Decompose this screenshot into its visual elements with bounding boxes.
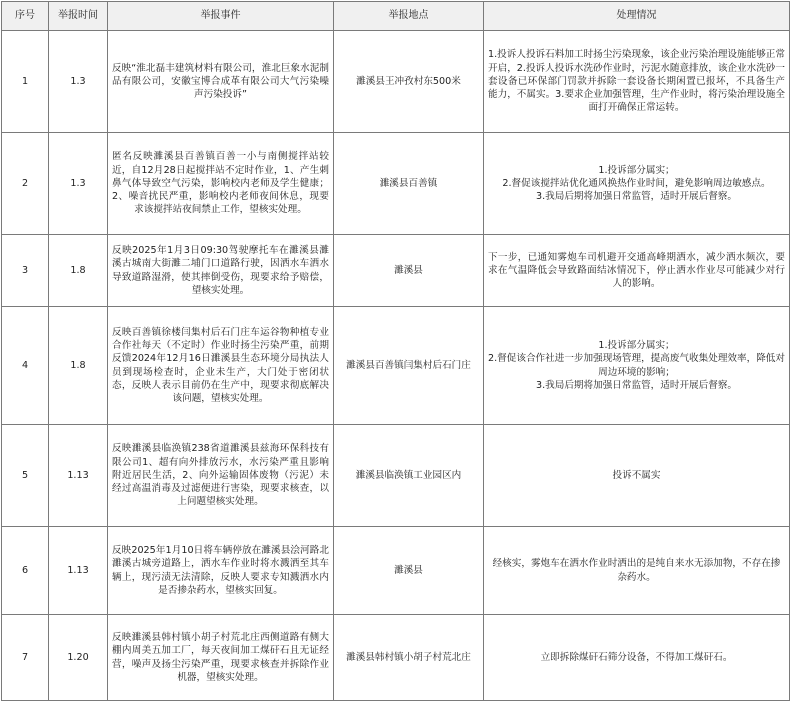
cell-time: 1.8 bbox=[49, 235, 108, 307]
cell-no: 5 bbox=[2, 425, 49, 527]
header-no: 序号 bbox=[2, 2, 49, 31]
handling-line: 1.投诉部分属实； bbox=[598, 340, 675, 352]
handling-line: 1.投诉部分属实； bbox=[598, 164, 675, 176]
cell-event: 匿名反映濉溪县百善镇百善一小与南侧搅拌站较近，自12月28日起搅拌站不定时作业，1、产生刺鼻气体导致空气污染，影响校内老师及学生健康；2、噪音扰民严重，影响校内老师夜间休息，现要求该搅拌站夜间禁止工作，望核实处理。 bbox=[108, 133, 334, 235]
cell-handling: 1.投诉人投诉石料加工时扬尘污染现象，该企业污染治理设施能够正常开启，2.投诉人投诉水洗砂作业时，污泥水随意排放，该企业水洗砂一套设备已环保部门罚款并拆除一套设备长期闲置已报坏，不具备生产能力，不属实。3.要求企业加强管理，生产作业时，将污染治理设施全面打开确保正常运转。 bbox=[484, 31, 790, 133]
cell-handling: 下一步，已通知雾炮车司机避开交通高峰期洒水，减少洒水频次，要求在气温降低会导致路面结冰情况下，停止洒水作业尽可能减少对行人的影响。 bbox=[484, 235, 790, 307]
cell-time: 1.20 bbox=[49, 615, 108, 701]
cell-handling bbox=[484, 133, 790, 235]
cell-event: 反映濉溪县韩村镇小胡子村荒北庄西侧道路有侧大棚内周美五加工厂，每天夜间加工煤矸石且无证经营，噪声及扬尘污染严重，现要求核查并拆除作业机器，望核实处理。 bbox=[108, 615, 334, 701]
header-time: 举报时间 bbox=[49, 2, 108, 31]
cell-no: 6 bbox=[2, 527, 49, 615]
cell-location: 濉溪县 bbox=[334, 527, 484, 615]
cell-location: 濉溪县 bbox=[334, 235, 484, 307]
table-header-row bbox=[2, 2, 790, 31]
table-row bbox=[2, 133, 790, 235]
cell-time: 1.3 bbox=[49, 31, 108, 133]
cell-handling: 立即拆除煤矸石筛分设备，不得加工煤矸石。 bbox=[484, 615, 790, 701]
header-location: 举报地点 bbox=[334, 2, 484, 31]
header-event: 举报事件 bbox=[108, 2, 334, 31]
cell-handling: 投诉不属实 bbox=[484, 425, 790, 527]
complaint-table bbox=[1, 1, 790, 701]
table-row bbox=[2, 527, 790, 615]
cell-no: 7 bbox=[2, 615, 49, 701]
table-row bbox=[2, 31, 790, 133]
cell-handling bbox=[484, 307, 790, 425]
cell-time: 1.13 bbox=[49, 527, 108, 615]
cell-time: 1.13 bbox=[49, 425, 108, 527]
handling-line: 3.我局后期将加强日常监管，适时开展后督察。 bbox=[535, 379, 738, 391]
cell-location: 濉溪县百善镇闫集村后石门庄 bbox=[334, 307, 484, 425]
cell-event: 反映2025年1月10日将车辆停放在濉溪县浍河路北濉溪古城旁道路上，洒水车作业时将水溅洒至其车辆上，现污渍无法清除，反映人要求专知溅洒水内是否掺杂药水，望核实回复。 bbox=[108, 527, 334, 615]
cell-event: 反映2025年1月3日09:30驾驶摩托车在濉溪县濉溪古城南大街濉二埔门口道路行驶，因洒水车洒水导致道路湿滑，使其摔倒受伤，现要求给予赔偿，望核实处理。 bbox=[108, 235, 334, 307]
cell-handling: 经核实，雾炮车在洒水作业时洒出的是纯自来水无添加物，不存在掺杂药水。 bbox=[484, 527, 790, 615]
cell-location: 濉溪县韩村镇小胡子村荒北庄 bbox=[334, 615, 484, 701]
table-row bbox=[2, 307, 790, 425]
cell-time: 1.8 bbox=[49, 307, 108, 425]
cell-no: 2 bbox=[2, 133, 49, 235]
table-row bbox=[2, 615, 790, 701]
handling-line: 2.督促该合作社进一步加强现场管理，提高废气收集处理效率，降低对周边环境的影响； bbox=[488, 353, 785, 378]
cell-location: 濉溪县临涣镇工业园区内 bbox=[334, 425, 484, 527]
cell-location: 濉溪县百善镇 bbox=[334, 133, 484, 235]
table-row bbox=[2, 235, 790, 307]
cell-no: 1 bbox=[2, 31, 49, 133]
cell-no: 3 bbox=[2, 235, 49, 307]
header-handling: 处理情况 bbox=[484, 2, 790, 31]
handling-line: 3.我局后期将加强日常监管，适时开展后督察。 bbox=[535, 191, 738, 203]
cell-no: 4 bbox=[2, 307, 49, 425]
cell-event: 反映“淮北磊丰建筑材料有限公司，淮北巨象水泥制品有限公司，安徽宝博合成革有限公司大气污染噪声污染投诉” bbox=[108, 31, 334, 133]
table-row bbox=[2, 425, 790, 527]
handling-line: 2.督促该搅拌站优化通风换热作业时间，避免影响周边敏感点。 bbox=[502, 177, 771, 189]
cell-event: 反映百善镇徐楼闫集村后石门庄车运谷物种植专业合作社每天（不定时）作业时扬尘污染严重，前期反馈2024年12月16日濉溪县生态环境分局执法人员到现场检查时，企业未生产，大门处于密闭状态，反映人表示目前仍在生产中，现要求彻底解决该问题，望核实处理。 bbox=[108, 307, 334, 425]
cell-event: 反映濉溪县临涣镇238省道濉溪县兹海环保科技有限公司1、超有向外排放污水，水污染严重且影响附近居民生活，2、向外运输固体废物（污泥）未经过高温消毒及过滤便进行害染，现要求核查，以上问题望核实处理。 bbox=[108, 425, 334, 527]
cell-time: 1.3 bbox=[49, 133, 108, 235]
cell-location: 濉溪县王冲孜村东500米 bbox=[334, 31, 484, 133]
